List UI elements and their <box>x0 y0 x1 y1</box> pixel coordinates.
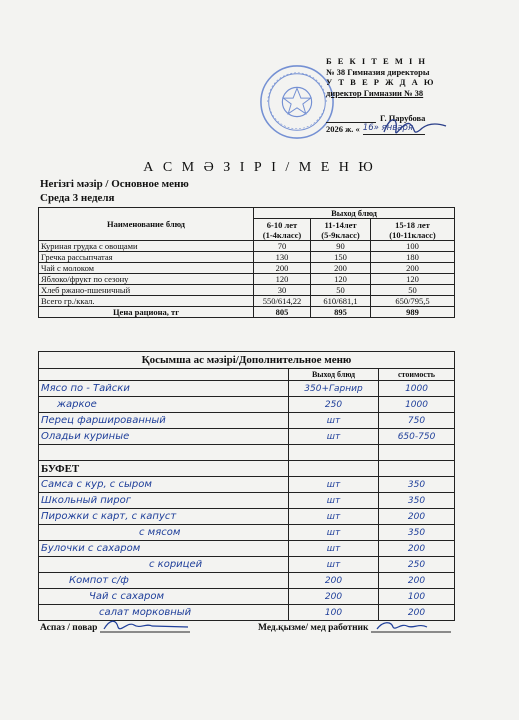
approve-ru: У Т В Е Р Ж Д А Ю <box>326 77 436 88</box>
approve-kz: Б Е К І Т Е М І Н <box>326 56 428 66</box>
col-dish-name: Наименование блюд <box>39 208 254 241</box>
menu-day: Среда 3 неделя <box>40 192 115 204</box>
table-row: с мясом шт 350 <box>39 525 455 541</box>
price-row: Цена рациона, тг 805 895 989 <box>39 307 455 318</box>
table-row: Мясо по - Тайски 350+Гарнир 1000 <box>39 381 455 397</box>
table-row-total: Всего гр./ккал. 550/614,22 610/681,1 650/795,5 <box>39 296 455 307</box>
table-row: Самса с кур, с сыром шт 350 <box>39 477 455 493</box>
table-row: Чай с сахаром 200 100 <box>39 589 455 605</box>
extra-menu-title: Қосымша ас мәзірі/Дополнительное меню <box>39 352 455 369</box>
table-row: салат морковный 100 200 <box>39 605 455 621</box>
table-row: Яблоко/фрукт по сезону 120 120 120 <box>39 274 455 285</box>
table-row <box>39 445 455 461</box>
official-seal <box>258 63 336 141</box>
table-row: Школьный пирог шт 350 <box>39 493 455 509</box>
position-kz: № 38 Гимназия директоры <box>326 66 430 77</box>
table-row: Куриная грудка с овощами 70 90 100 <box>39 241 455 252</box>
page-title: А С М Ә З І Р І / М Е Н Ю <box>143 160 376 175</box>
handwritten-date: 16» января <box>363 123 425 135</box>
table-row: Компот с/ф 200 200 <box>39 573 455 589</box>
table-row: Хлеб ржано-пшеничный 30 50 50 <box>39 285 455 296</box>
medic-label: Мед.қызме/ мед работник <box>258 623 369 633</box>
main-menu-table: Наименование блюд Выход блюд 6-10 лет (1-4класс) 11-14лет (5-9класс) 15-18 лет (10-11класс) Куриная грудка с овощами 70 90 100 Гречка рассыпчатая 130 150 180 Чай с молоком 200 200 200 Яблоко/фрукт по сезону 120 120 120 Хлеб ржано-пшеничный 30 50 50 Всего гр./ккал. 550/614,22 610/681,1 650/795,5 Цена рациона, тг 805 895 989 <box>38 207 455 318</box>
table-row: с корицей шт 250 <box>39 557 455 573</box>
position-ru: директор Гимназии № 38 <box>326 87 424 98</box>
table-row: жаркое 250 1000 <box>39 397 455 413</box>
table-row: Перец фаршированный шт 750 <box>39 413 455 429</box>
director-signature <box>380 112 450 142</box>
director-name: Г. Парубова <box>380 112 426 123</box>
menu-type: Негізгі мәзір / Основное меню <box>40 178 189 190</box>
table-row: Гречка рассыпчатая 130 150 180 <box>39 252 455 263</box>
buffet-title: БУФЕТ <box>39 461 289 477</box>
extra-menu-table: Қосымша ас мәзірі/Дополнительное меню Выход блюд стоимость Мясо по - Тайски 350+Гарнир 1000 жаркое 250 1000 Перец фаршированный шт 750 Оладьи куриные шт 650-750 БУФЕТ Самса с кур, с сыром шт 350 Школьный пирог шт 350 Пирожки с карт, с капуст шт 200 с мясом шт 350 Булочки с сахаром шт 200 с корицей шт 250 Компот с/ф 200 200 Чай с сахаром 200 100 салат морковный 100 200 <box>38 351 455 621</box>
medic-signature <box>371 617 451 633</box>
approval-date: 2026 ж. « 16» января <box>326 123 516 135</box>
cook-signature <box>100 617 190 633</box>
table-row: Булочки с сахаром шт 200 <box>39 541 455 557</box>
table-row: Оладьи куриные шт 650-750 <box>39 429 455 445</box>
table-row: Чай с молоком 200 200 200 <box>39 263 455 274</box>
table-row: Пирожки с карт, с капуст шт 200 <box>39 509 455 525</box>
col-output: Выход блюд <box>254 208 455 219</box>
cook-label: Аспаз / повар <box>40 623 98 633</box>
